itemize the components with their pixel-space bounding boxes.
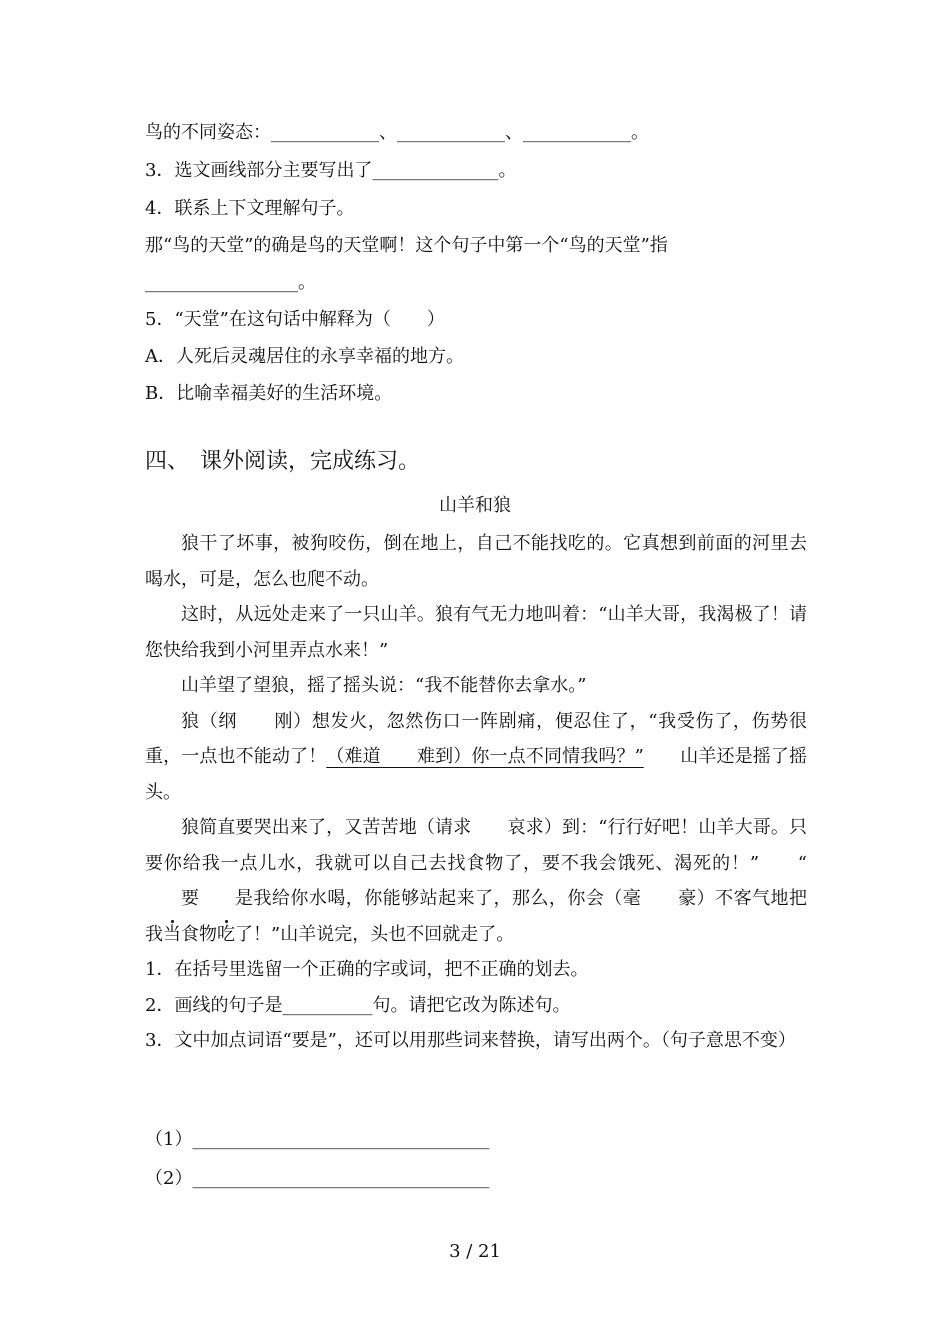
question-5: 5．“天堂”在这句话中解释为（ ） <box>145 309 445 330</box>
paragraph-1: 狼干了坏事，被狗咬伤，倒在地上，自己不能找吃的。它真想到前面的河里去喝水，可是，怎么也爬不动。 <box>145 533 807 590</box>
page-number: 3 / 21 <box>449 1241 501 1262</box>
dotted-char: 要 <box>145 881 199 917</box>
question-4-sentence: 那“鸟的天堂”的确是鸟的天堂啊！这个句子中第一个“鸟的天堂”指 <box>145 235 668 256</box>
option-b: B．比喻幸福美好的生活环境。 <box>145 383 393 404</box>
passage <box>145 526 807 1059</box>
paragraph-4: 狼（纲 刚）想发火，忽然伤口一阵剧痛，便忍住了，“我受伤了，伤势很重，一点也不能动了！（难道 难到）你一点不同情我吗？” 山羊还是摇了摇头。 <box>145 710 808 803</box>
question-3: 3．选文画线部分主要写出了______________。 <box>145 160 517 181</box>
section-heading: 四、 课外阅读，完成练习。 <box>145 449 421 474</box>
exercise-1: 1．在括号里选留一个正确的字或词，把不正确的划去。 <box>145 959 589 980</box>
blank-line-bird-postures: 鸟的不同姿态：____________、____________、____________。 <box>145 122 649 143</box>
emphasis-dot <box>171 920 174 923</box>
exercise-3: 3．文中加点词语“要是”，还可以用那些词来替换，请写出两个。（句子意思不变） <box>145 1030 796 1051</box>
answer-line-1: （1）_________________________________ <box>145 1129 490 1150</box>
answer-line-2: （2）_________________________________ <box>145 1168 490 1189</box>
question-4-answer-blank: _________________。 <box>145 272 316 293</box>
paragraph-2: 这时，从远处走来了一只山羊。狼有气无力地叫着：“山羊大哥，我渴极了！请您快给我到小河里弄点水来！” <box>145 604 807 661</box>
paragraph-5: 狼简直要哭出来了，又苦苦地（请求 哀求）到：“行行好吧！山羊大哥。只要你给我一点儿水，我就可以自己去找食物了，要不我会饿死、渴死的！” “要 是 我给你水喝，你能够站起来了，那么，你会（毫 豪）不客气地把我当食物吃了！”山羊说完，头也不回就走了。 <box>145 817 807 945</box>
exercise-2: 2．画线的句子是__________句。请把它改为陈述句。 <box>145 994 571 1016</box>
emphasis-dot <box>225 920 228 923</box>
question-4: 4．联系上下文理解句子。 <box>145 198 355 219</box>
underlined-sentence: （难道 难到）你一点不同情我吗？” <box>326 746 644 767</box>
paragraph-3: 山羊望了望狼，摇了摇头说：“我不能替你去拿水。” <box>181 675 587 696</box>
dotted-char: 是 <box>199 881 253 917</box>
option-a: A．人死后灵魂居住的永享幸福的地方。 <box>145 346 464 367</box>
passage-title: 山羊和狼 <box>439 495 511 516</box>
